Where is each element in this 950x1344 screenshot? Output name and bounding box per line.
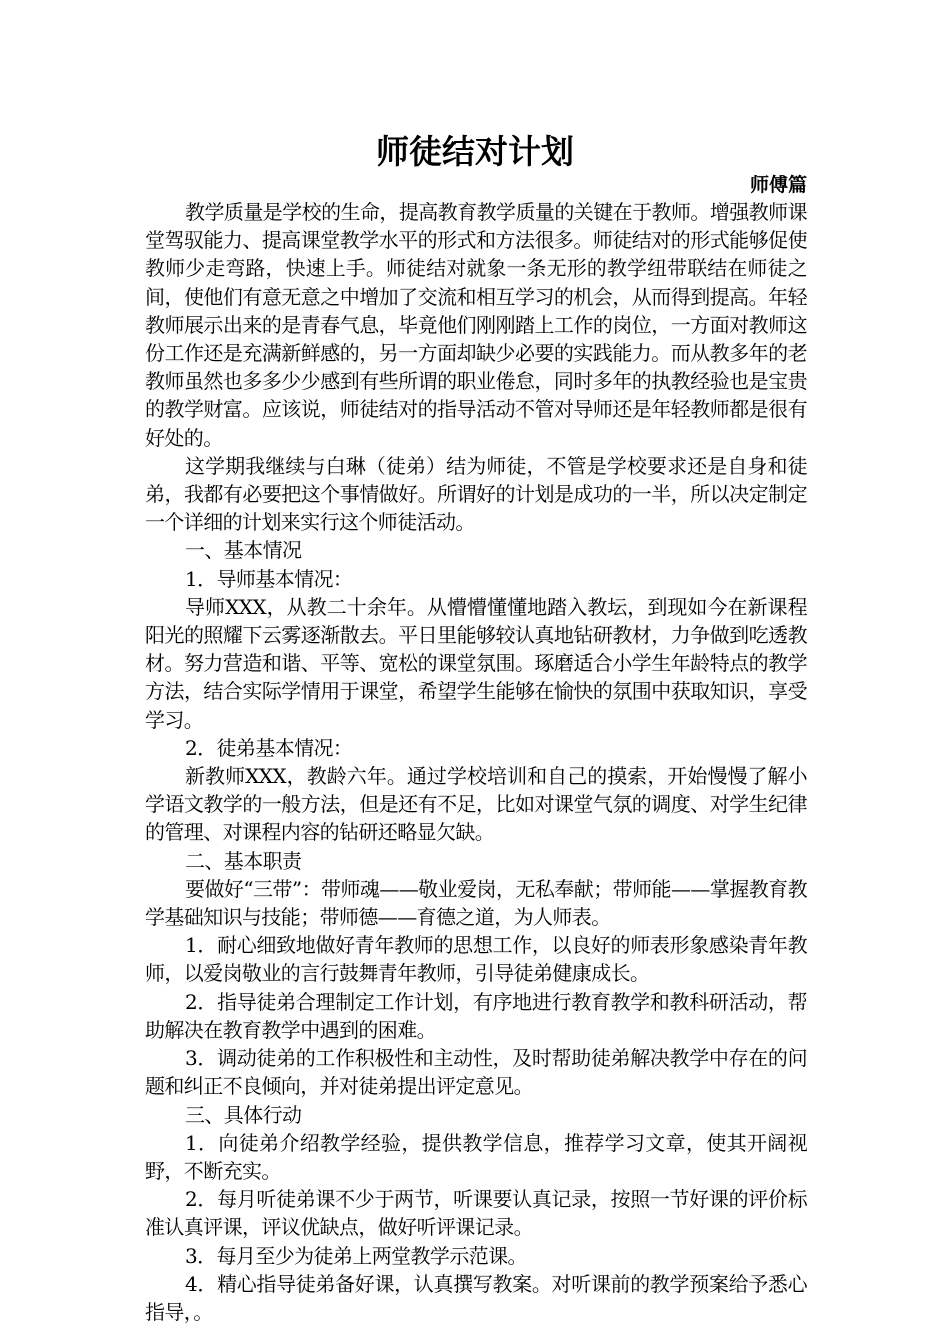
paragraph-intro: 教学质量是学校的生命，提高教育教学质量的关键在于教师。增强教师课堂驾驭能力、提高课堂教学水平的形式和方法很多。师徒结对的形式能够促使教师少走弯路，快速上手。师徒结对就象一条无形的教学纽带联结在师徒之间，使他们有意无意之中增加了交流和相互学习的机会，从而得到提高。年轻教师展示出来的是青春气息，毕竟他们刚刚踏上工作的岗位，一方面对教师这份工作还是充满新鲜感的，另一方面却缺少必要的实践能力。而从教多年的老教师虽然也多多少少感到有些所谓的职业倦怠，同时多年的执教经验也是宝贵的教学财富。应该说，师徒结对的指导活动不管对导师还是年轻教师都是很有好处的。 [145, 200, 807, 450]
action-item-3: 3．每月至少为徒弟上两堂教学示范课。 [185, 1243, 527, 1268]
document-subtitle: 师傅篇 [749, 174, 807, 196]
document-title: 师徒结对计划 [376, 132, 574, 171]
subheading-apprentice-info: 2．徒弟基本情况： [185, 735, 353, 760]
document-body [145, 198, 807, 1326]
action-item-2: 2．每月听徒弟课不少于两节，听课要认真记录，按照一节好课的评价标准认真评课，评议优缺点，做好听评课记录。 [145, 1187, 807, 1240]
subheading-mentor-info: 1．导师基本情况： [185, 566, 353, 591]
paragraph-three-guides: 要做好“三带”：带师魂——敬业爱岗，无私奉献；带师能——掌握教育教学基础知识与技能；带师德——育德之道，为人师表。 [145, 876, 807, 930]
paragraph-apprentice-info: 新教师XXX，教龄六年。通过学校培训和自己的摸索，开始慢慢了解小学语文教学的一般方法，但是还有不足，比如对课堂气氛的调度、对学生纪律的管理、对课程内容的钻研还略显欠缺。 [145, 764, 807, 845]
duty-item-1: 1．耐心细致地做好青年教师的思想工作，以良好的师表形象感染青年教师，以爱岗敬业的言行鼓舞青年教师，引导徒弟健康成长。 [145, 933, 807, 986]
section-heading-duties: 二、基本职责 [185, 848, 302, 873]
paragraph-mentor-info: 导师XXX，从教二十余年。从懵懵懂懂地踏入教坛，到现如今在新课程阳光的照耀下云雾逐渐散去。平日里能够较认真地钻研教材，力争做到吃透教材。努力营造和谐、平等、宽松的课堂氛围。琢磨适合小学生年龄特点的教学方法，结合实际学情用于课堂，希望学生能够在愉快的氛围中获取知识，享受学习。 [145, 594, 807, 732]
paragraph-pairing: 这学期我继续与白琳（徒弟）结为师徒，不管是学校要求还是自身和徒弟，我都有必要把这个事情做好。所谓好的计划是成功的一半，所以决定制定一个详细的计划来实行这个师徒活动。 [145, 453, 807, 535]
section-heading-basic-info: 一、基本情况 [185, 538, 302, 563]
duty-item-3: 3．调动徒弟的工作积极性和主动性，及时帮助徒弟解决教学中存在的问题和纠正不良倾向，并对徒弟提出评定意见。 [145, 1046, 807, 1099]
section-heading-actions: 三、具体行动 [185, 1102, 302, 1127]
action-item-1: 1．向徒弟介绍教学经验，提供教学信息，推荐学习文章，使其开阔视野，不断充实。 [145, 1130, 807, 1183]
duty-item-2: 2．指导徒弟合理制定工作计划，有序地进行教育教学和教科研活动，帮助解决在教育教学中遇到的困难。 [145, 989, 807, 1042]
action-item-4: 4．精心指导徒弟备好课，认真撰写教案。对听课前的教学预案给予悉心指导，。 [145, 1271, 807, 1324]
